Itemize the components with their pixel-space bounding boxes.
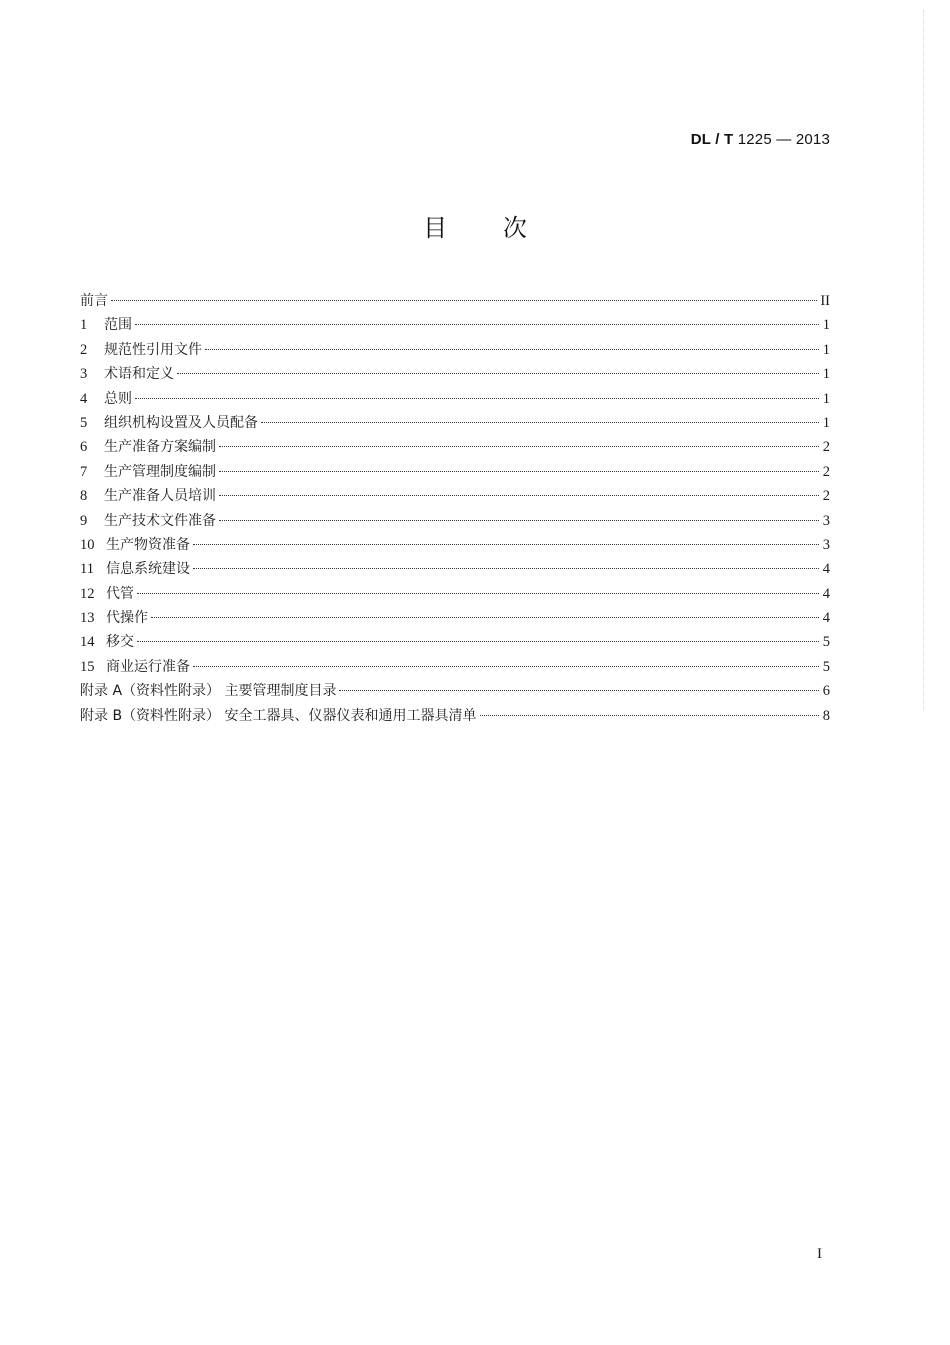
toc-entry[interactable] [80, 461, 830, 485]
toc-leader-dots [193, 568, 819, 569]
standard-code [691, 131, 830, 148]
toc-leader-dots [111, 300, 817, 301]
toc-entry[interactable] [80, 656, 830, 680]
toc-leader-dots [135, 324, 819, 325]
toc-entry-number: 5 [80, 414, 88, 431]
toc-entry-label: 移交 [106, 634, 134, 651]
toc-entry[interactable] [80, 607, 830, 631]
toc-entry[interactable] [80, 534, 830, 558]
toc-entry-number: 4 [80, 390, 88, 407]
toc-entry-page: 1 [822, 414, 830, 431]
toc-entry-page: 1 [822, 341, 830, 358]
scan-edge-artifact [923, 10, 924, 710]
toc-leader-dots [135, 398, 819, 399]
toc-leader-dots [205, 349, 819, 350]
toc-entry-page: 5 [822, 634, 830, 651]
toc-entry[interactable] [80, 412, 830, 436]
toc-entry[interactable] [80, 583, 830, 607]
toc-entry-page: 2 [822, 463, 830, 480]
toc-leader-dots [261, 422, 819, 423]
toc-entry-number: 2 [80, 341, 88, 358]
toc-entry-number: 3 [80, 366, 88, 383]
toc-entry-number: 1 [80, 317, 88, 334]
toc-entry-page: 1 [822, 366, 830, 383]
toc-entry[interactable] [80, 705, 830, 729]
toc-entry-page: 6 [822, 683, 830, 700]
toc-entry-label: 代管 [106, 585, 134, 602]
toc-entry[interactable] [80, 485, 830, 509]
toc-entry-label: 范围 [104, 317, 132, 334]
toc-entry-number: 6 [80, 439, 88, 456]
toc-entry-label: 前言 [80, 293, 108, 309]
toc-entry-label: 规范性引用文件 [104, 341, 202, 358]
toc-leader-dots [137, 641, 819, 642]
toc-entry-label: 术语和定义 [104, 366, 174, 383]
toc-entry-label: 生产准备人员培训 [104, 488, 216, 505]
toc-entry-page: 4 [822, 610, 830, 627]
toc-entry-page: 1 [822, 390, 830, 407]
toc-leader-dots [219, 446, 819, 447]
toc-entry-page: 2 [822, 488, 830, 505]
toc-entry[interactable] [80, 290, 830, 314]
toc-entry-number: 7 [80, 463, 88, 480]
toc-entry-label: 代操作 [106, 610, 148, 627]
toc-leader-dots [219, 495, 819, 496]
table-of-contents [80, 290, 830, 729]
toc-entry-number: 13 [80, 610, 95, 627]
page-number: I [817, 1246, 822, 1262]
page-title [0, 208, 950, 243]
toc-entry[interactable] [80, 388, 830, 412]
toc-leader-dots [177, 373, 819, 374]
toc-entry-label: 附录 A（资料性附录） 主要管理制度目录 [80, 683, 337, 700]
toc-entry-page: 8 [822, 707, 830, 724]
toc-entry-page: 4 [822, 561, 830, 578]
toc-entry-number: 8 [80, 488, 88, 505]
toc-entry[interactable] [80, 436, 830, 460]
toc-entry-page: 1 [822, 317, 830, 334]
toc-entry-number: 9 [80, 512, 88, 529]
toc-entry-page: II [820, 293, 830, 309]
toc-leader-dots [219, 520, 819, 521]
toc-entry-label: 总则 [104, 390, 132, 407]
toc-entry-number: 14 [80, 634, 95, 651]
toc-entry[interactable] [80, 363, 830, 387]
toc-entry[interactable] [80, 631, 830, 655]
standard-code-number: 1225 — 2013 [737, 131, 830, 148]
toc-entry-label: 组织机构设置及人员配备 [104, 414, 258, 431]
toc-entry[interactable] [80, 510, 830, 534]
toc-entry-label: 生产管理制度编制 [104, 463, 216, 480]
toc-leader-dots [151, 617, 819, 618]
toc-entry[interactable] [80, 558, 830, 582]
toc-entry-label: 生产物资准备 [106, 536, 190, 553]
toc-entry[interactable] [80, 339, 830, 363]
toc-leader-dots [219, 471, 819, 472]
toc-leader-dots [137, 593, 819, 594]
toc-entry-page: 3 [822, 512, 830, 529]
toc-entry-number: 11 [80, 561, 94, 578]
toc-entry-number: 12 [80, 585, 95, 602]
toc-entry-number: 10 [80, 536, 95, 553]
toc-entry-label: 生产技术文件准备 [104, 512, 216, 529]
toc-entry-page: 2 [822, 439, 830, 456]
toc-leader-dots [480, 715, 819, 716]
toc-entry-number: 15 [80, 658, 95, 675]
toc-entry-label: 信息系统建设 [106, 561, 190, 578]
standard-code-prefix: DL / T [690, 131, 734, 148]
toc-leader-dots [193, 544, 819, 545]
toc-entry[interactable] [80, 314, 830, 338]
toc-entry-page: 3 [822, 536, 830, 553]
toc-entry[interactable] [80, 680, 830, 704]
toc-entry-label: 附录 B（资料性附录） 安全工器具、仪器仪表和通用工器具清单 [80, 707, 477, 724]
toc-leader-dots [339, 690, 819, 691]
toc-entry-label: 生产准备方案编制 [104, 439, 216, 456]
toc-leader-dots [193, 666, 819, 667]
toc-entry-page: 5 [822, 658, 830, 675]
title-char-1: 目 [423, 214, 448, 242]
toc-entry-label: 商业运行准备 [106, 658, 190, 675]
title-char-2: 次 [502, 214, 527, 242]
toc-entry-page: 4 [822, 585, 830, 602]
